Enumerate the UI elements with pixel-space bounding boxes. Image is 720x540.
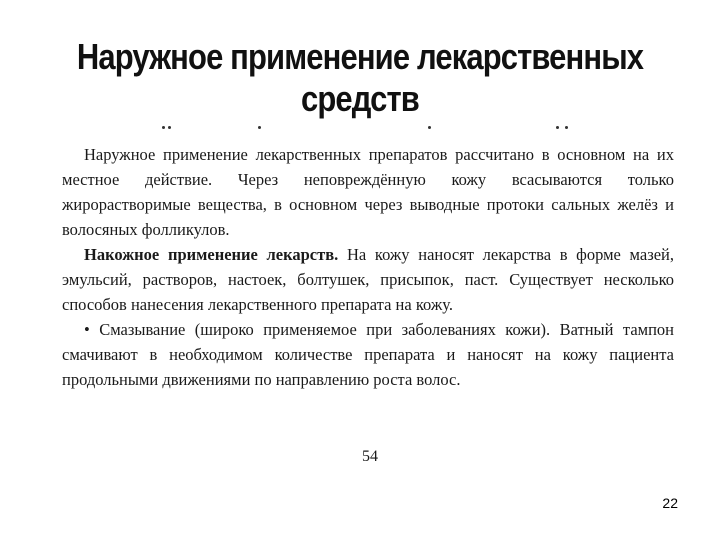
paragraph-bullet: • Смазывание (широко применяемое при заболеваниях кожи). Ватный тампон смачивают в необходимом количестве препарата и наносят на кожу пациента продольными движениями по направлению роста волос. — [62, 320, 674, 389]
artifact-dot — [428, 126, 431, 129]
paragraph-topical — [62, 242, 674, 317]
artifact-dot — [168, 126, 171, 129]
artifact-dot — [258, 126, 261, 129]
page-title: Наружное применение лекарственных средств — [76, 36, 644, 119]
document-body — [62, 142, 674, 392]
paragraph-lead: Накожное применение лекарств. — [84, 245, 339, 264]
artifact-dot — [162, 126, 165, 129]
scan-artifact-dots — [0, 126, 720, 132]
artifact-dot — [556, 126, 559, 129]
artifact-dot — [565, 126, 568, 129]
paragraph-text: На кожу наносят лекарства в форме мазей, эмульсий, растворов, настоек, болтушек, присыпок, паст. Существует несколько способов нанесения лекарственного препарата на кожу. — [62, 245, 675, 314]
paragraph-intro: Наружное применение лекарственных препаратов рассчитано в основном на их местное действие. Через неповреждённую кожу всасываются только жирорастворимые вещества, в основном через выводные протоки сальных желёз и волосяных фолликулов. — [62, 145, 674, 239]
page-number: 54 — [362, 448, 378, 465]
slide-number: 22 — [662, 495, 678, 511]
